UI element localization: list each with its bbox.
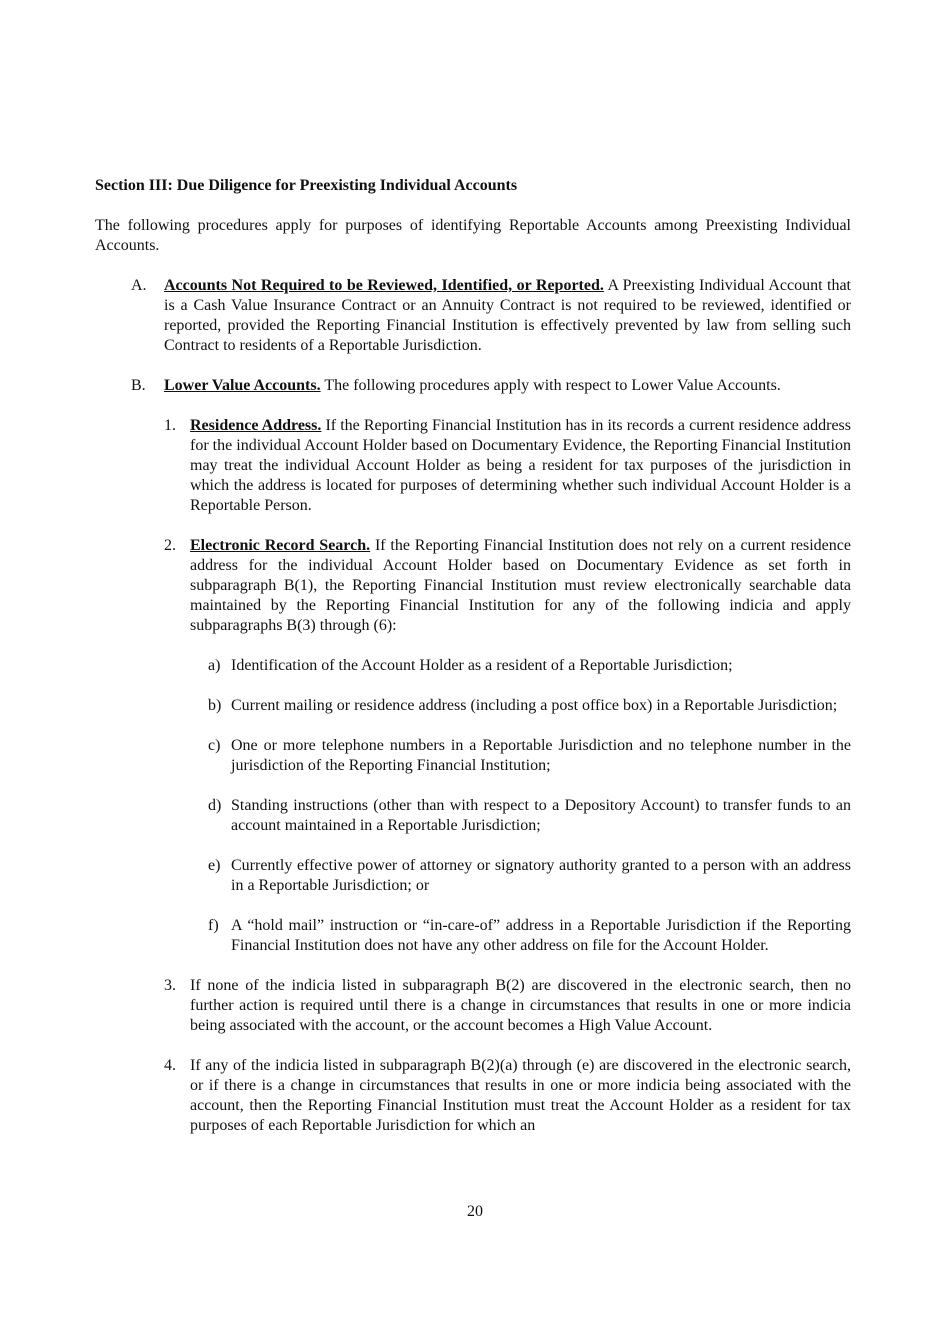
indicia-c-marker: c) bbox=[208, 737, 221, 754]
page-number: 20 bbox=[467, 1203, 483, 1220]
indicia-e-text: Currently effective power of attorney or signatory authority granted to a person with an address in a Reportable Jurisdiction; or bbox=[231, 857, 851, 894]
item-b2-text: If the Reporting Financial Institution does not rely on a current residence address for the individual Account Holder based on Documentary Evidence as set forth in subparagraph B(1), the Reporting Financial Institution must review electronically searchable data maintained by the Reporting Financial Institution for any of the following indicia and apply subparagraphs B(3) through (6): bbox=[190, 537, 851, 634]
indicia-a-text: Identification of the Account Holder as a resident of a Reportable Jurisdiction; bbox=[231, 657, 733, 674]
indicia-a bbox=[95, 656, 851, 676]
document-page bbox=[95, 176, 851, 1136]
item-b1-text: If the Reporting Financial Institution has in its records a current residence address for the individual Account Holder based on Documentary Evidence, the Reporting Financial Institution may treat the individual Account Holder as being a resident for tax purposes of the jurisdiction in which the address is located for purposes of determining whether such individual Account Holder is a Reportable Person. bbox=[190, 417, 851, 514]
item-b-title: Lower Value Accounts. bbox=[164, 377, 321, 394]
indicia-d-marker: d) bbox=[208, 797, 222, 814]
indicia-c bbox=[95, 736, 851, 776]
item-b1-title: Residence Address. bbox=[190, 417, 322, 434]
indicia-e-marker: e) bbox=[208, 857, 221, 874]
indicia-c-text: One or more telephone numbers in a Reportable Jurisdiction and no telephone number in the jurisdiction of the Reporting Financial Institution; bbox=[231, 737, 851, 774]
indicia-f bbox=[95, 916, 851, 956]
section-heading: Section III: Due Diligence for Preexisting Individual Accounts bbox=[95, 177, 518, 194]
item-a-title: Accounts Not Required to be Reviewed, Identified, or Reported. bbox=[164, 277, 604, 294]
indicia-d-text: Standing instructions (other than with respect to a Depository Account) to transfer funds to an account maintained in a Reportable Jurisdiction; bbox=[231, 797, 851, 834]
item-b1 bbox=[95, 416, 851, 516]
indicia-b-marker: b) bbox=[208, 697, 222, 714]
item-b2 bbox=[95, 536, 851, 636]
item-b-text: The following procedures apply with respect to Lower Value Accounts. bbox=[320, 377, 781, 394]
indicia-d bbox=[95, 796, 851, 836]
indicia-b-text: Current mailing or residence address (including a post office box) in a Reportable Jurisdiction; bbox=[231, 697, 838, 714]
item-a-text: A Preexisting Individual Account that is a Cash Value Insurance Contract or an Annuity Contract is not required to be reviewed, identified or reported, provided the Reporting Financial Institution is effectively prevented by law from selling such Contract to residents of a Reportable Jurisdiction. bbox=[164, 277, 851, 354]
item-b1-marker: 1. bbox=[164, 417, 176, 434]
item-b3 bbox=[95, 976, 851, 1036]
item-b2-title: Electronic Record Search. bbox=[190, 537, 371, 554]
indicia-f-marker: f) bbox=[208, 917, 219, 934]
item-b-marker: B. bbox=[131, 377, 146, 394]
item-b4-marker: 4. bbox=[164, 1057, 176, 1074]
item-b3-marker: 3. bbox=[164, 977, 176, 994]
item-b bbox=[95, 376, 851, 396]
item-b3-text: If none of the indicia listed in subparagraph B(2) are discovered in the electronic search, then no further action is required until there is a change in circumstances that results in one or more indicia being associated with the account, or the account becomes a High Value Account. bbox=[190, 977, 851, 1034]
item-b4 bbox=[95, 1056, 851, 1136]
item-a bbox=[95, 276, 851, 356]
item-b2-marker: 2. bbox=[164, 537, 176, 554]
indicia-e bbox=[95, 856, 851, 896]
indicia-f-text: A “hold mail” instruction or “in-care-of” address in a Reportable Jurisdiction if the Reporting Financial Institution does not have any other address on file for the Account Holder. bbox=[231, 917, 851, 954]
section-intro: The following procedures apply for purposes of identifying Reportable Accounts among Preexisting Individual Accounts. bbox=[95, 217, 851, 254]
item-b4-text: If any of the indicia listed in subparagraph B(2)(a) through (e) are discovered in the electronic search, or if there is a change in circumstances that results in one or more indicia being associated with the account, then the Reporting Financial Institution must treat the Account Holder as a resident for tax purposes of each Reportable Jurisdiction for which an bbox=[190, 1057, 851, 1134]
indicia-b bbox=[95, 696, 851, 716]
indicia-a-marker: a) bbox=[208, 657, 221, 674]
item-a-marker: A. bbox=[131, 277, 147, 294]
